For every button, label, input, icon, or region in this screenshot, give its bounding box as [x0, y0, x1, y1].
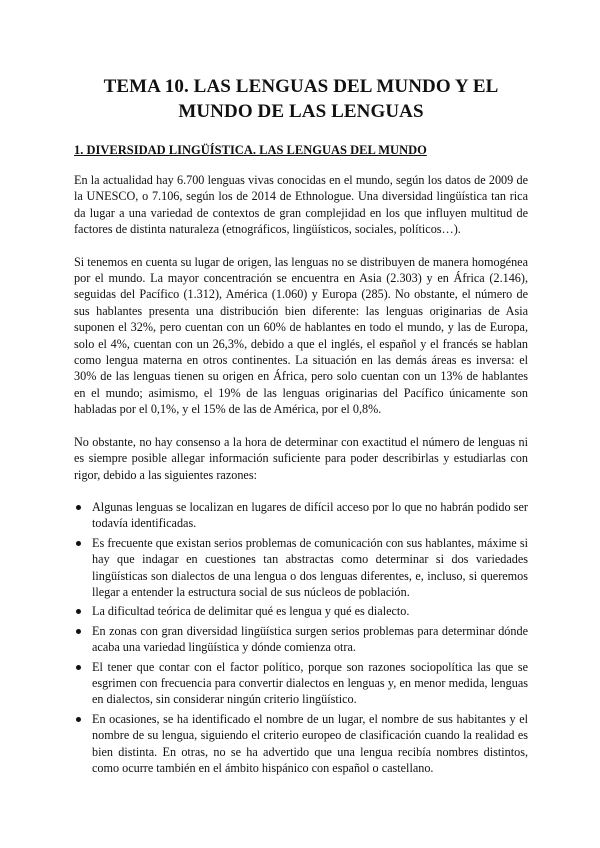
list-item	[74, 623, 528, 656]
bullet-icon	[76, 541, 81, 546]
bullet-icon	[76, 717, 81, 722]
list-item	[74, 711, 528, 777]
reasons-list	[74, 499, 528, 777]
list-item-text: En ocasiones, se ha identificado el nombre de un lugar, el nombre de sus habitantes y el nombre de su lengua, siguiendo el criterio europeo de clasificación cuando la realidad es bien distinta. En otras, no se ha advertido que una lengua recibía nombres distintos, como ocurre también en el ámbito hispánico con español o castellano.	[92, 711, 528, 775]
list-item-text: Es frecuente que existan serios problemas de comunicación con sus hablantes, máxime si hay que indagar en cuestiones tan abstractas como determinar si dos variedades lingüísticas son dialectos de una lengua o dos lenguas diferentes, e, incluso, si queremos llegar a entender la estructura social de sus núcleos de población.	[92, 535, 528, 599]
paragraph-no-consensus: No obstante, no hay consenso a la hora de determinar con exactitud el número de lenguas ni es siempre posible allegar información suficiente para poder describirlas y estudiarlas con rigor, debido a las siguientes razones:	[74, 434, 528, 482]
list-item	[74, 499, 528, 532]
list-item-text: El tener que contar con el factor político, porque son razones sociopolítica las que se esgrimen con frecuencia para convertir dialectos en lenguas y, en menor medida, lenguas en dialectos, sin considerar ningún criterio lingüístico.	[92, 659, 528, 707]
section-heading: 1. DIVERSIDAD LINGÜÍSTICA. LAS LENGUAS DEL MUNDO	[74, 143, 427, 157]
bullet-icon	[76, 505, 81, 510]
list-item	[74, 535, 528, 601]
list-item	[74, 659, 528, 708]
bullet-icon	[76, 665, 81, 670]
list-item-text: La dificultad teórica de delimitar qué es lengua y qué es dialecto.	[92, 604, 410, 619]
page-title: TEMA 10. LAS LENGUAS DEL MUNDO Y EL MUNDO DE LAS LENGUAS	[103, 76, 499, 122]
list-item-text: Algunas lenguas se localizan en lugares de difícil acceso por lo que no habrán podido ser todavía identificadas.	[92, 499, 528, 531]
list-item	[74, 603, 528, 619]
bullet-icon	[76, 609, 81, 614]
bullet-icon	[76, 629, 81, 634]
paragraph-distribution: Si tenemos en cuenta su lugar de origen, las lenguas no se distribuyen de manera homogénea por el mundo. La mayor concentración se encuentra en Asia (2.303) y en África (2.146), seguidas del Pacífico (1.312), América (1.060) y Europa (285). No obstante, el número de sus hablantes presenta una distribución bien diferente: las lenguas originarias de Asia suponen el 32%, pero cuentan con un 60% de hablantes en todo el mundo, y las de Europa, solo el 4%, cuentan con un 26,3%, debido a que el inglés, el español y el francés se hablan como lengua materna en otros continentes. La situación en las demás áreas es inversa: el 30% de las lenguas tienen su origen en África, pero solo cuentan con un 13% de hablantes en el mundo; asimismo, el 19% de las lenguas originarias del Pacífico únicamente son habladas por el 0,1%, y el 15% de las de América, por el 0,8%.	[74, 254, 528, 417]
list-item-text: En zonas con gran diversidad lingüística surgen serios problemas para determinar dónde acaba una variedad lingüística y dónde comienza otra.	[92, 623, 528, 655]
paragraph-intro: En la actualidad hay 6.700 lenguas vivas conocidas en el mundo, según los datos de 2009 de la UNESCO, o 7.106, según los de 2014 de Ethnologue. Una diversidad lingüística tan rica da lugar a una variedad de contextos de gran complejidad en los que influyen multitud de factores de distinta naturaleza (etnográficos, lingüísticos, sociales, políticos…).	[74, 173, 528, 237]
